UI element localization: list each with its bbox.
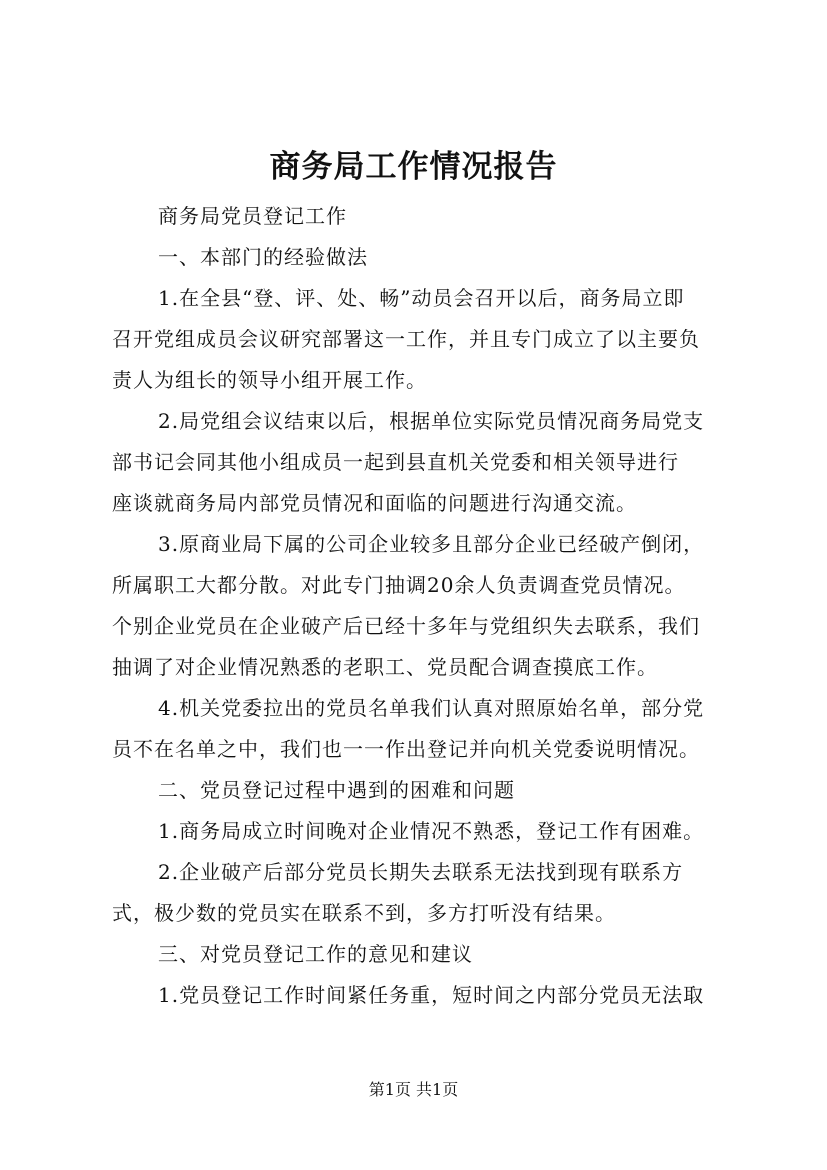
paragraph-line: 2.局党组会议结束以后，根据单位实际党员情况商务局党支: [158, 409, 705, 433]
document-title: 商务局工作情况报告: [269, 149, 558, 185]
paragraph-line: 座谈就商务局内部党员情况和面临的问题进行沟通交流。: [112, 491, 637, 515]
paragraph-line: 式，极少数的党员实在联系不到，多方打听没有结果。: [112, 901, 616, 925]
paragraph-line: 1.在全县“登、评、处、畅”动员会召开以后，商务局立即: [158, 286, 685, 310]
paragraph-line: 个别企业党员在企业破产后已经十多年与党组织失去联系，我们: [112, 614, 700, 638]
paragraph-line: 抽调了对企业情况熟悉的老职工、党员配合调查摸底工作。: [112, 655, 658, 679]
paragraph-line: 所属职工大都分散。对此专门抽调20余人负责调查党员情况。: [112, 573, 686, 597]
paragraph-line: 部书记会同其他小组成员一起到县直机关党委和相关领导进行: [112, 450, 679, 474]
paragraph-line: 1.党员登记工作时间紧任务重，短时间之内部分党员无法取: [158, 983, 705, 1007]
paragraph-line: 3.原商业局下属的公司企业较多且部分企业已经破产倒闭，: [158, 532, 705, 556]
paragraph-line: 员不在名单之中，我们也一一作出登记并向机关党委说明情况。: [112, 737, 700, 761]
paragraph-line: 1.商务局成立时间晚对企业情况不熟悉，登记工作有困难。: [158, 819, 705, 843]
paragraph-line: 4.机关党委拉出的党员名单我们认真对照原始名单，部分党: [158, 696, 705, 720]
section-heading: 二、党员登记过程中遇到的困难和问题: [158, 778, 515, 802]
paragraph-line: 商务局党员登记工作: [158, 204, 347, 228]
page-number-footer: 第1页 共1页: [368, 1080, 459, 1099]
paragraph-line: 一、本部门的经验做法: [158, 245, 368, 269]
paragraph-line: 召开党组成员会议研究部署这一工作，并且专门成立了以主要负: [112, 327, 700, 351]
document-body: [112, 196, 742, 1016]
paragraph-line: 2.企业破产后部分党员长期失去联系无法找到现有联系方: [158, 860, 684, 884]
paragraph-line: 责人为组长的领导小组开展工作。: [112, 368, 427, 392]
section-heading: 三、对党员登记工作的意见和建议: [158, 942, 473, 966]
